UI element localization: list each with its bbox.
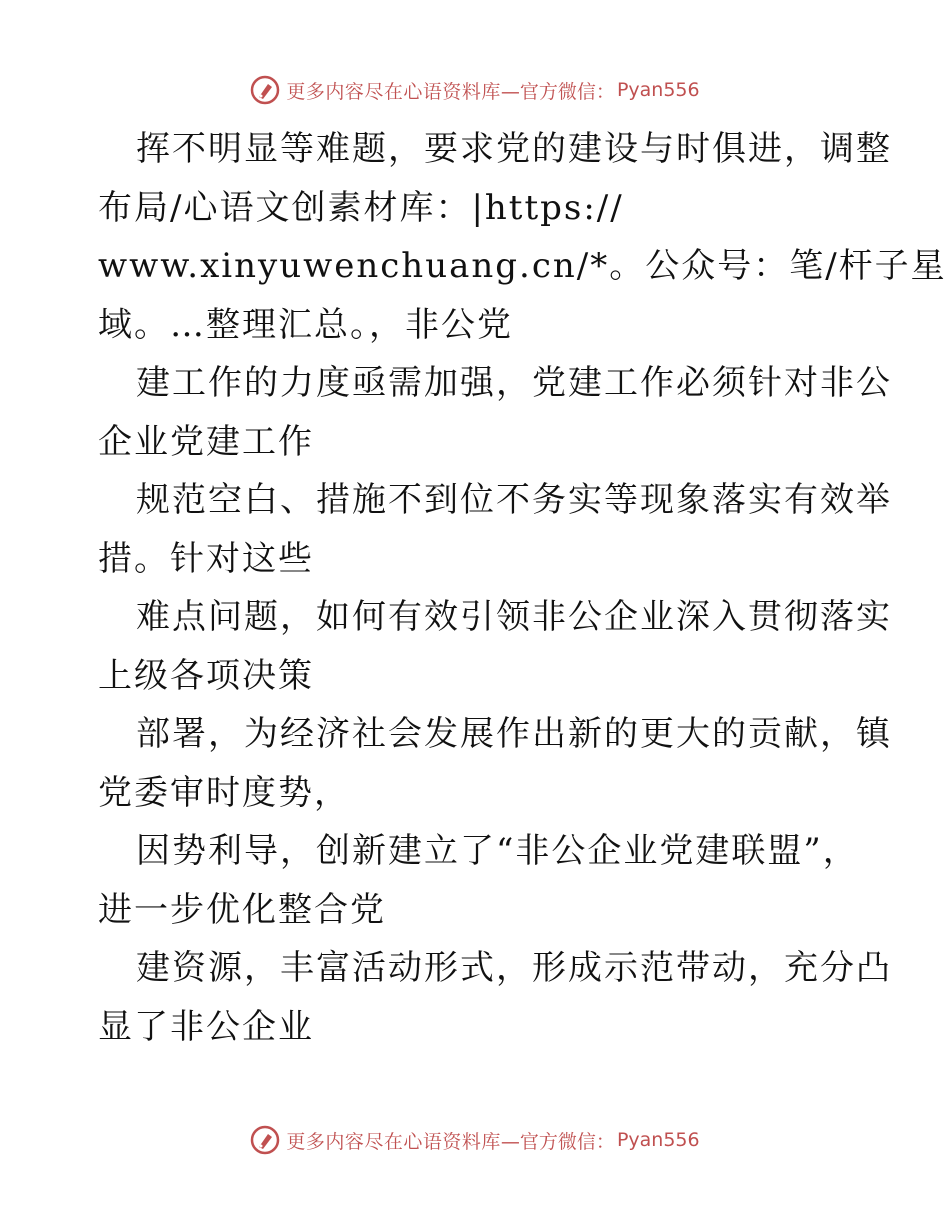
body-line: 挥不明显等难题，要求党的建设与时俱进，调整 [136,129,892,169]
body-line: 上级各项决策 [98,655,314,696]
body-line: 建工作的力度亟需加强，党建工作必须针对非公 [136,363,892,403]
body-line: 企业党建工作 [98,421,314,462]
document-body [98,120,947,1056]
body-line: 进一步优化整合党 [98,889,386,930]
banner-separator: —官方微信： [500,1130,615,1153]
body-line: 规范空白、措施不到位不务实等现象落实有效举 [136,480,892,520]
body-line: 显了非公企业 [98,1006,314,1047]
footer-banner [0,1120,950,1160]
banner-separator: —官方微信： [500,80,615,103]
banner-wechat-id: Pyan556 [616,79,700,101]
body-line: 因势利导，创新建立了“非公企业党建联盟”， [136,831,859,871]
banner-wechat-id: Pyan556 [616,1129,700,1151]
body-line: 部署，为经济社会发展作出新的更大的贡献，镇 [136,714,892,754]
banner-text: 更多内容尽在心语资料库 [286,80,501,103]
header-banner [0,70,950,110]
pen-nib-circle-icon [250,1125,280,1155]
body-line: www.xinyuwenchuang.cn/*。公众号：笔/杆子星 [98,246,947,286]
pen-nib-circle-icon [250,75,280,105]
body-line: 措。针对这些 [98,538,314,579]
banner-text: 更多内容尽在心语资料库 [286,1130,501,1153]
body-line: 建资源，丰富活动形式，形成示范带动，充分凸 [136,948,892,988]
body-line: 域。…整理汇总。，非公党 [98,304,513,345]
body-line: 难点问题，如何有效引领非公企业深入贯彻落实 [136,597,892,637]
body-line: 布局/心语文创素材库：|https:// [98,187,624,228]
body-line: 党委审时度势， [98,772,350,813]
